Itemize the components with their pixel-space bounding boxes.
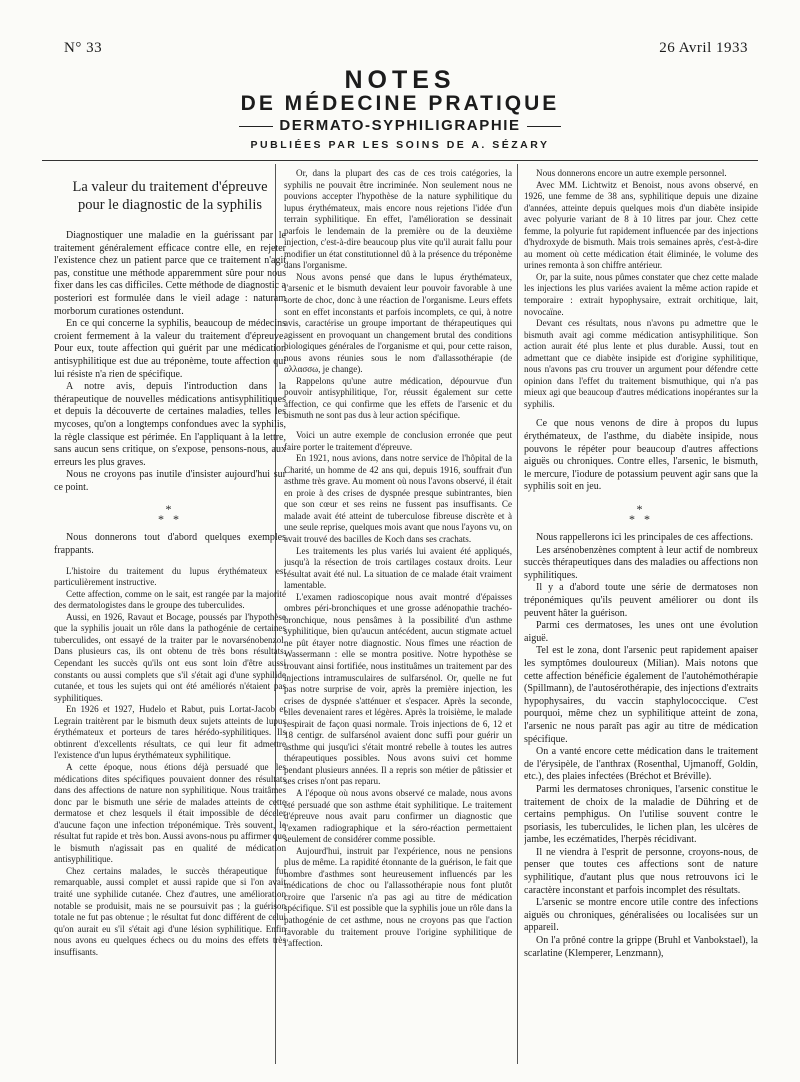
paragraph: Cette affection, comme on le sait, est rangée par la majorité des dermatologistes dans le groupe des tuberculides. [54,588,286,611]
paragraph: Nous donnerons tout d'abord quelques exemples frappants. [54,532,286,557]
paragraph: Les traitements les plus variés lui avaient été appliqués, jusqu'à la résection de trois cartilages costaux droits. Leur résultat avait été nul. La situation de ce malade était vraiment lamentable. [284,545,512,591]
article-title [54,178,286,214]
paragraph: Nous ne croyons pas inutile d'insister aujourd'hui sur ce point. [54,469,286,493]
article-title-line1: La valeur du traitement d'épreuve [72,179,268,195]
paragraph: On l'a prôné contre la grippe (Bruhl et Vanbokstael), la scarlatine (Klemperer, Lenzmann), [524,935,758,959]
paragraph: A cette époque, nous étions déjà persuadé que les médications dites spécifiques pouvaient donner des résultats dans des affections de nature non syphilitique. Nous traitâmes donc par le bismuth une série de malades atteints de cette dermatose et chez lesquels il était impossible de déceler d'aucune façon une infection tréponémique. Très souvent, le résultat fut rapide et très bon. Aussi avons-nous pu affirmer que le bismuth n'agissait pas en qualité de médication antisyphilitique. [54,761,286,865]
paragraph: Tel est le zona, dont l'arsenic peut rapidement apaiser les symptômes douloureux (Milian). Mais notons que cette affection bénéficie également de l'autohémothérapie (Spillmann), de l'autosérothérapie, des injections d'extraits hypophysaires, du vaccin staphylococcique. C'est pourquoi, même chez un syphilitique atteint de zona, l'arsenic ne nous paraît pas agir au titre de médication spécifique. [524,645,758,745]
paragraph: L'examen radioscopique nous avait montré d'épaisses ombres péri-bronchiques et une grosse adénopathie trachéo-bronchique, nous pensâmes à la possibilité d'un asthme syphilitique, bien qu'aucun antécédent, aucun stigmate actuel ne pût étayer notre diagnostic. Nous fîmes une réaction de Wassermann : elle se montra positive. Notre hypothèse se trouvant ainsi fortifiée, nous instituâmes un traitement par des injections intramusculaires de sulfarsénol. Or, quelle ne fut pas notre surprise de voir, après la première injection, les crises de dyspnée s'atténuer et s'espacer. Après la seconde, elles devenaient rares et légères. Après la troisième, le malade respirait de façon quasi normale. Trois injections de 6, 12 et 18 centigr. de sulfarsénol avaient donc suffi pour guérir un asthme qui jusqu'ici s'était montré rebelle à toutes les autres thérapeutiques possibles. Nous avons suivi cet homme pendant plusieurs années. Il a repris son métier de pâtissier et ses crises n'ont pas reparu. [284,591,512,787]
paragraph: Devant ces résultats, nous n'avons pu admettre que le bismuth avait agi comme médication antisyphilitique. Son action aurait été plus lente et plus durable. Aussi, tout en admettant que ce diabète insipide est d'origine syphilitique, nous n'avons pas cru trouver un argument pour défendre cette opinion dans l'effet du traitement bismuthique, qui n'a pas mieux agi que beaucoup d'autres médications inopérantes sur la syphilis. [524,318,758,409]
column-3 [524,168,758,1068]
section-separator: * * * [158,502,182,527]
paragraph: Voici un autre exemple de conclusion erronée que peut faire porter le traitement d'épreuve. [284,430,512,452]
paragraph: En 1926 et 1927, Hudelo et Rabut, puis Lortat-Jacob et Legrain traitèrent par le bismuth deux sujets atteints de lupus érythémateux et porteurs de tares hérédo-syphilitiques. Ils obtinrent d'excellents résultats, ce qui leur fit admettre l'existence d'un lupus érythémateux syphilitique. [54,704,286,761]
paragraph: Il ne viendra à l'esprit de personne, croyons-nous, de penser que toutes ces affections sont de nature syphilitique, d'autant plus que nous retrouvons ici le caractère inconstant et parfois incomplet des résultats. [524,846,758,896]
masthead-title: NOTES [344,66,456,94]
paragraph: Diagnostiquer une maladie en la guérissant par le traitement généralement efficace contre elle, en rejeter l'existence chez un patient parce que ce traitement n'agit pas, constitue une méthode apparemment sûre pour nous fixer dans les cas difficiles. Cette méthode de diagnostic a posteriori est formulée dans le vieil adage : naturam morborum curationes ostendunt. [54,230,286,317]
paragraph: Parmi ces dermatoses, les unes ont une évolution aiguë. [524,620,758,644]
paragraph: Ce que nous venons de dire à propos du lupus érythémateux, de l'asthme, du diabète insipide, nous pouvons le répéter pour beaucoup d'autres affections aiguës ou chroniques. Contre elles, l'arsenic, le bismuth, le mercure, l'iodure de potassium peuvent agir sans que la syphilis soit en jeu. [524,418,758,493]
paragraph: Chez certains malades, le succès thérapeutique fut remarquable, aussi complet et aussi rapide que si l'on avait traité une syphilide cutanée. Chez d'autres, une amélioration notable se produisit, mais ne se poursuivit pas ; la guérison totale ne fut pas obtenue ; le résultat fut donc différent de celui qu'on aurait eu s'il s'était agi d'une lésion syphilitique. Enfin nous avons eu quelques échecs ou du moins des effets très insuffisants. [54,865,286,957]
paragraph: Les arsénobenzènes comptent à leur actif de nombreux succès thérapeutiques dans des maladies ou affections non syphilitiques. [524,544,758,581]
paragraph: Or, dans la plupart des cas de ces trois catégories, la syphilis ne pouvait être incriminée. Non seulement nous ne pouvions accepter l'hypothèse de la nature syphilitique du lupus érythémateux, mais encore nous rejetions l'idée d'un terrain syphilitique. En effet, l'amélioration se dessinait parfois le lendemain de la première ou de la deuxième injection, c'est-à-dire beaucoup plus vite qu'il aurait fallu pour modifier un état constitutionnel dû à la présence du tréponème dans l'organisme. [284,168,512,271]
byline: PUBLIÉES PAR LES SOINS DE A. SÉZARY [250,139,550,151]
paragraph: L'arsenic se montre encore utile contre des infections aiguës ou chroniques, généralisées ou localisées sur un appareil. [524,897,758,934]
article-title-line2: pour le diagnostic de la syphilis [77,197,263,213]
paragraph: Il y a d'abord toute une série de dermatoses non tréponémiques qu'ils peuvent améliorer ou dont ils peuvent hâter la guérison. [524,582,758,619]
issue-number: N° 33 [64,40,103,56]
paragraph: Nous avons pensé que dans le lupus érythémateux, l'arsenic et le bismuth devaient leur pouvoir favorable à une sorte de choc, donc à une réaction de l'organisme. Leurs effets sont en effet inconstants et parfois incomplets, ce qui, à notre avis, caractérise un groupe important de thérapeutiques qui agissent en provoquant un changement brutal des conditions biologiques générales de l'organisme et qui, pour cette raison, nous avons réunies sous le nom d'allassothérapie (de αλλασσω, je change). [284,271,512,375]
column-divider-2 [517,164,518,1064]
column-2 [284,168,512,1068]
paragraph: Aussi, en 1926, Ravaut et Bocage, poussés par l'hypothèse que la syphilis jouait un rôle dans la pathogénie de certaines tuberculides, ont essayé de la traiter par le novarsénobenzol. Dans plusieurs cas, ils ont obtenu de très bons résultats. Cependant les succès qu'ils ont eus sont loin d'être aussi constants ou aussi complets que s'il s'était agi d'une syphilide cutanée, et tous les sujets qui ont été améliorés n'étaient pas syphilitiques. [54,611,286,703]
section-title [0,117,800,134]
paragraph: Or, par la suite, nous pûmes constater que chez cette malade les injections les plus variées avaient la même action rapide et temporaire : extrait hypophysaire, extrait orchitique, lait, novocaïne. [524,271,758,317]
paragraph: A l'époque où nous avons observé ce malade, nous avons été persuadé que son asthme était syphilitique. Le traitement d'épreuve nous avait paru confirmer un diagnostic que l'examen radiographique et la séro-réaction permettaient seulement de considérer comme possible. [284,787,512,845]
paragraph: Parmi les dermatoses chroniques, l'arsenic constitue le traitement de choix de la maladie de Dühring et de certains pemphigus. On l'utilise souvent contre le psoriasis, les tuberculides, le lichen plan, les ulcères de jambe, les eczématides, l'herpès récidivant. [524,783,758,846]
paragraph: On a vanté encore cette médication dans le traitement de l'érysipèle, de l'anthrax (Rosenthal, Ujmanoff, Goldin, etc.), des plaies infectées (Bréchot et Bréville). [524,746,758,783]
paragraph: Avec MM. Lichtwitz et Benoist, nous avons observé, en 1926, une femme de 38 ans, syphilitique depuis une dizaine d'années, atteinte depuis quelques mois d'un diabète insipide avec polyurie variant de 8 à 10 litres par jour. Chez cette femme, la polyurie fut rapidement influencée par des injections d'hydroxyde de bismuth. Mais trois semaines après, c'est-à-dire au moment où cette médication était éliminée, le volume des urines remonta à son chiffre antérieur. [524,179,758,271]
masthead-subtitle: DE MÉDECINE PRATIQUE [240,92,560,115]
section-title-text: DERMATO-SYPHILIGRAPHIE [279,117,521,134]
paragraph: En ce qui concerne la syphilis, beaucoup de médecins croient fermement à la valeur du traitement d'épreuve. Pour eux, toute affection qui guérit par une médication antisyphilitique est due au tréponème, toute affection qui lui résiste n'a rien de spécifique. [54,318,286,380]
column-1 [54,168,286,1068]
header-rule [42,160,758,161]
section-separator: * * * [629,502,653,527]
paragraph: Nous donnerons encore un autre exemple personnel. [536,168,727,178]
paragraph: A notre avis, depuis l'introduction dans la thérapeutique de nouvelles médications antisyphilitiques et depuis la découverte de certaines maladies, telles les mycoses, qu'on a longtemps confondues avec la syphilis, la règle classique est périmée. En l'appliquant à la lettre, sans aucun sens critique, on s'expose, pensons-nous, aux erreurs les plus graves. [54,381,286,468]
issue-date: 26 Avril 1933 [659,40,748,56]
paragraph: En 1921, nous avions, dans notre service de l'hôpital de la Charité, un homme de 42 ans qui, depuis 1916, souffrait d'un asthme très grave. Au moment où nous l'avons observé, il était en proie à des crises de dyspnée presque subintrantes, bien que son cœur et ses reins ne fussent pas insuffisants. Ce malade avait été atteint de tuberculose fibreuse discrète et à une seule reprise, quelques mois avant que nous l'ayons vu, on avait trouvé des bacilles de Koch dans ses crachats. [284,453,512,544]
paragraph: Nous rappellerons ici les principales de ces affections. [536,532,753,544]
paragraph: Rappelons qu'une autre médication, dépourvue d'un pouvoir antisyphilitique, l'or, réussit également sur cette affection, ce qui confirme que les effets de l'arsenic et du bismuth ne sont pas dus à leur action spécifique. [284,375,512,421]
paragraph: Aujourd'hui, instruit par l'expérience, nous ne pensions plus de même. La rapidité étonnante de la guérison, le fait que nombre d'asthmes sont heureusement influencés par les médications de choc ou l'allassothérapie nous font plutôt croire que l'arsenic n'a pas agi au titre de médication spécifique. S'il est possible que la syphilis joue un rôle dans la pathogénie de cet asthme, nous ne croyons pas que l'action favorable du traitement prouve l'origine syphilitique de l'affection. [284,845,512,949]
paragraph: L'histoire du traitement du lupus érythémateux est particulièrement instructive. [54,565,286,588]
